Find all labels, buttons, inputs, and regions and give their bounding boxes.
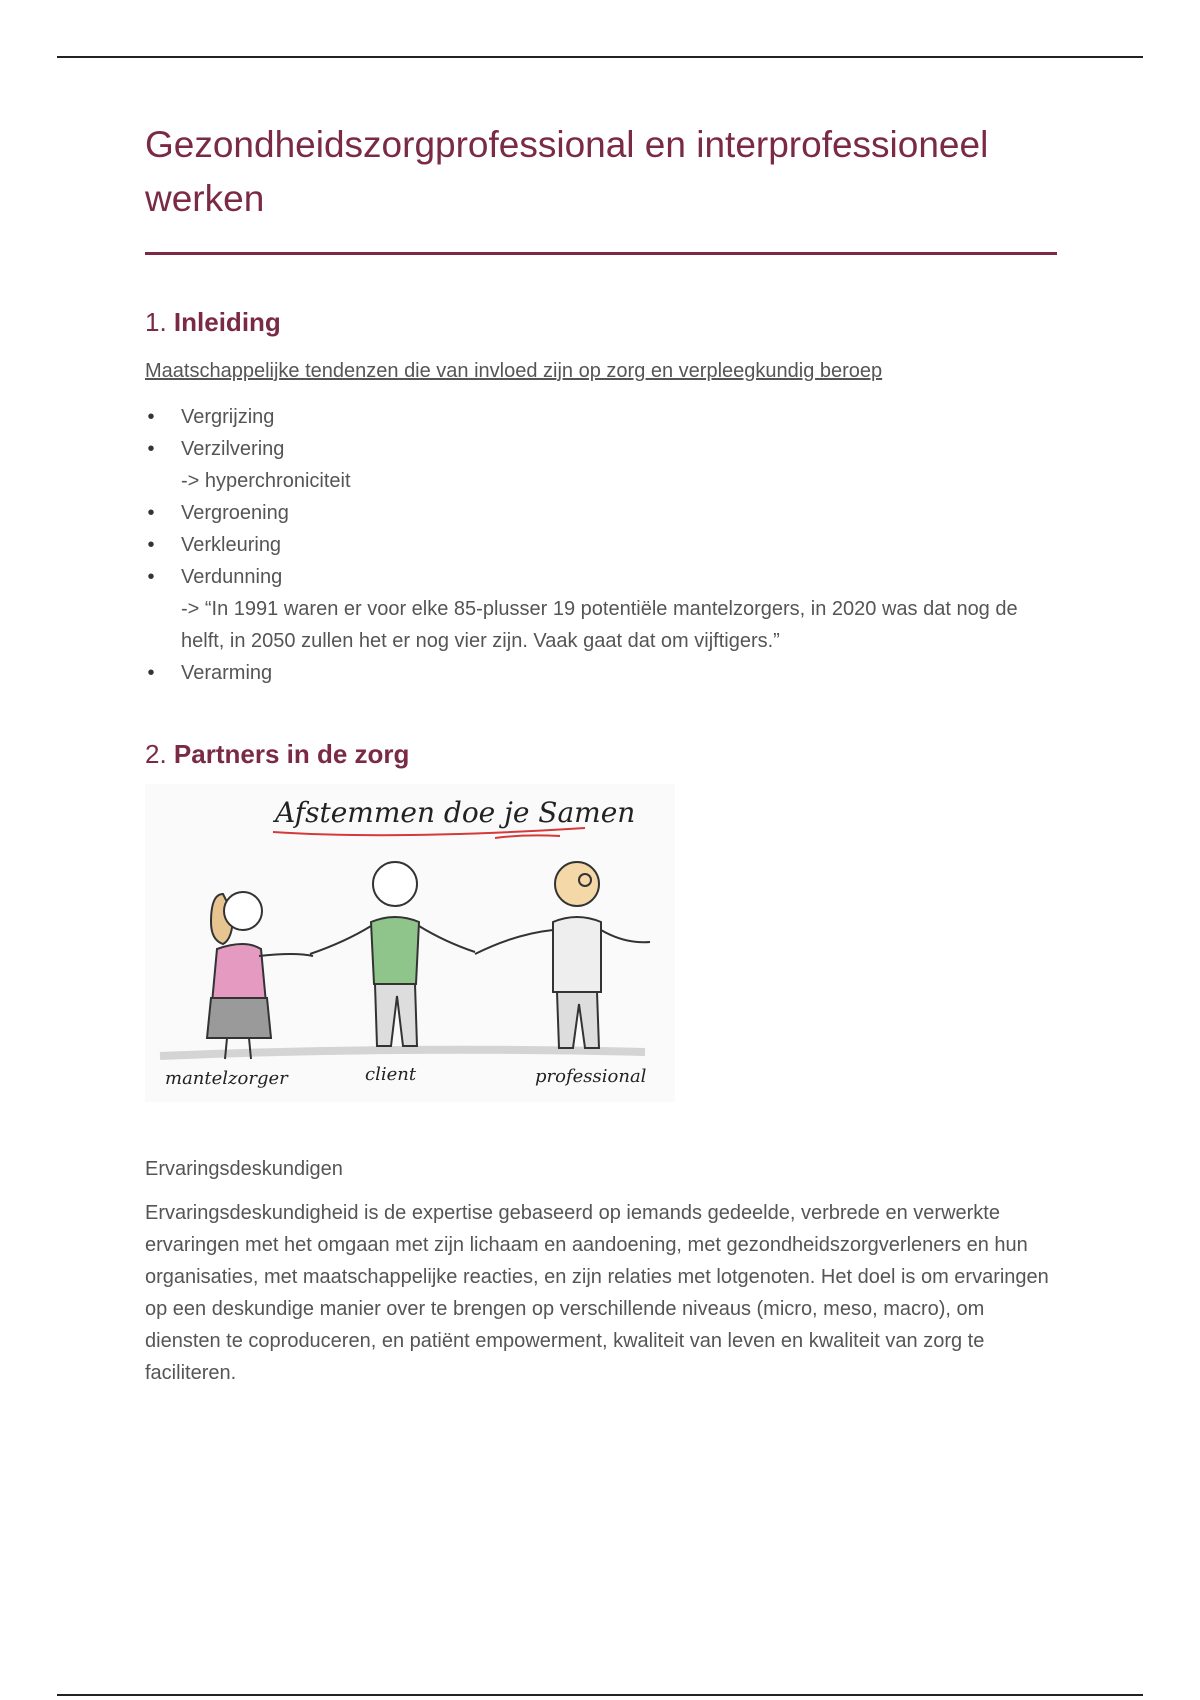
illustration-title: Afstemmen doe je Samen (275, 796, 636, 829)
section-title: Inleiding (173, 307, 281, 337)
bullet-icon: • (147, 502, 155, 524)
trend-list (145, 401, 1060, 689)
bullet-icon: • (147, 406, 155, 428)
bullet-icon: • (147, 566, 155, 588)
title-divider (145, 252, 1057, 255)
page-top-rule (57, 56, 1143, 58)
partners-illustration (145, 784, 675, 1102)
list-item-note: -> hyperchroniciteit (181, 470, 351, 492)
section-number: 2. (145, 739, 167, 769)
list-item: • Verkleuring (145, 529, 1060, 561)
section-title: Partners in de zorg (173, 739, 410, 769)
list-item: • Verdunning -> “In 1991 waren er voor elke 85-plusser 19 potentiële mantelzorgers, in 2020 was dat nog de helft, in 2050 zullen het er nog vier zijn. Vaak gaat dat om vijftigers.” (145, 561, 1060, 657)
list-item: • Vergrijzing (145, 401, 1060, 433)
section-heading-partners (145, 739, 1060, 770)
page-bottom-rule (57, 1694, 1143, 1696)
list-item: • Vergroening (145, 497, 1060, 529)
list-item-note: -> “In 1991 waren er voor elke 85-plusser 19 potentiële mantelzorgers, in 2020 was dat nog de helft, in 2050 zullen het er nog vier zijn. Vaak gaat dat om vijftigers.” (181, 598, 1018, 652)
bullet-icon: • (147, 534, 155, 556)
label-client: client (365, 1064, 417, 1085)
document-title: Gezondheidszorgprofessional en interprofessioneel werken (145, 124, 989, 219)
section-number: 1. (145, 307, 167, 337)
label-professional: professional (535, 1066, 647, 1087)
section-heading-inleiding (145, 307, 1060, 338)
document-body (145, 118, 1060, 1409)
body-paragraph: Ervaringsdeskundigheid is de expertise gebaseerd op iemands gedeelde, verbrede en verwerkte ervaringen met het omgaan met zijn lichaam en aandoening, met gezondheidszorgverleners en hun organisaties, met maatschappelijke reacties, en zijn relaties met lotgenoten. Het doel is om ervaringen op een deskundige manier over te brengen op verschillende niveaus (micro, meso, macro), om diensten te coproduceren, en patiënt empowerment, kwaliteit van leven en kwaliteit van zorg te faciliteren. (145, 1202, 1049, 1384)
list-item: • Verarming (145, 657, 1060, 689)
bullet-icon: • (147, 662, 155, 684)
list-item: • Verzilvering -> hyperchroniciteit (145, 433, 1060, 497)
bullet-icon: • (147, 438, 155, 460)
label-mantelzorger: mantelzorger (165, 1068, 288, 1089)
section-subtitle: Maatschappelijke tendenzen die van invloed zijn op zorg en verpleegkundig beroep (145, 360, 883, 382)
subheading-ervaringsdeskundigen: Ervaringsdeskundigen (145, 1158, 343, 1180)
